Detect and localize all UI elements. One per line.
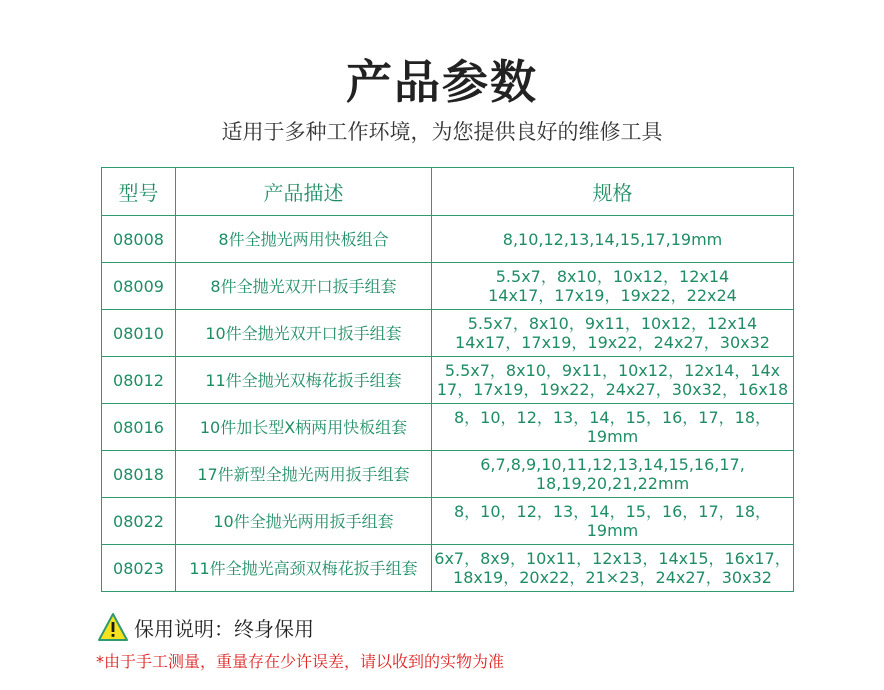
table-row: [102, 310, 794, 357]
spec-line: 5.5x7，8x10，10x12，12x14: [495, 267, 730, 286]
description-cell: 10件加长型X柄两用快板组套: [176, 404, 432, 451]
column-header-spec: 规格: [432, 168, 794, 216]
table-row: [102, 545, 794, 592]
spec-cell: [432, 498, 794, 545]
model-cell: 08022: [102, 498, 176, 545]
description-cell: 8件全抛光双开口扳手组套: [176, 263, 432, 310]
table-row: [102, 357, 794, 404]
warning-icon: [98, 613, 128, 641]
description-cell: 8件全抛光两用快板组合: [176, 216, 432, 263]
spec-line: 19mm: [586, 521, 639, 540]
model-cell: 08012: [102, 357, 176, 404]
spec-cell: [432, 263, 794, 310]
table-row: [102, 216, 794, 263]
spec-line: 5.5x7，8x10，9x11，10x12，12x14: [467, 314, 758, 333]
spec-cell: [432, 404, 794, 451]
page-title: 产品参数: [346, 55, 538, 109]
description-cell: 10件全抛光两用扳手组套: [176, 498, 432, 545]
spec-cell: [432, 310, 794, 357]
spec-cell: [432, 545, 794, 592]
model-cell: 08018: [102, 451, 176, 498]
table-header-row: [102, 168, 794, 216]
description-cell: 11件全抛光双梅花扳手组套: [176, 357, 432, 404]
spec-cell: [432, 451, 794, 498]
model-cell: 08010: [102, 310, 176, 357]
description-cell: 17件新型全抛光两用扳手组套: [176, 451, 432, 498]
spec-line: 19mm: [586, 427, 639, 446]
spec-line: 6x7，8x9，10x11，12x13，14x15，16x17，: [434, 549, 791, 568]
warranty-text: 保用说明：终身保用: [134, 616, 314, 641]
table-row: [102, 451, 794, 498]
spec-line: 5.5x7，8x10，9x11，10x12，12x14，14x: [444, 361, 781, 380]
warranty-line: [98, 612, 314, 642]
spec-line: 18x19，20x22，21×23，24x27，30x32: [453, 568, 772, 587]
table-row: [102, 498, 794, 545]
spec-line: 17，17x19，19x22，24x27，30x32，16x18: [436, 380, 789, 399]
measurement-note: *由于手工测量，重量存在少许误差，请以收到的实物为准: [96, 652, 505, 671]
spec-line: 14x17，17x19，19x22，22x24: [488, 286, 737, 305]
model-cell: 08008: [102, 216, 176, 263]
model-cell: 08009: [102, 263, 176, 310]
spec-line: 18,19,20,21,22mm: [535, 474, 690, 493]
spec-line: 14x17，17x19，19x22，24x27，30x32: [455, 333, 770, 352]
column-header-description: 产品描述: [176, 168, 432, 216]
model-cell: 08023: [102, 545, 176, 592]
spec-table: [101, 167, 794, 592]
description-cell: 11件全抛光高颈双梅花扳手组套: [176, 545, 432, 592]
model-cell: 08016: [102, 404, 176, 451]
spec-line: 8,10,12,13,14,15,17,19mm: [502, 229, 723, 249]
spec-line: 8，10，12，13，14，15，16，17，18，: [453, 502, 772, 521]
description-cell: 10件全抛光双开口扳手组套: [176, 310, 432, 357]
spec-cell: [432, 357, 794, 404]
page-subtitle: 适用于多种工作环境，为您提供良好的维修工具: [221, 120, 663, 144]
spec-line: 6,7,8,9,10,11,12,13,14,15,16,17,: [480, 455, 745, 474]
column-header-model: 型号: [102, 168, 176, 216]
spec-cell: [432, 216, 794, 263]
table-row: [102, 263, 794, 310]
spec-line: 8，10，12，13，14，15，16，17，18，: [453, 408, 772, 427]
table-row: [102, 404, 794, 451]
